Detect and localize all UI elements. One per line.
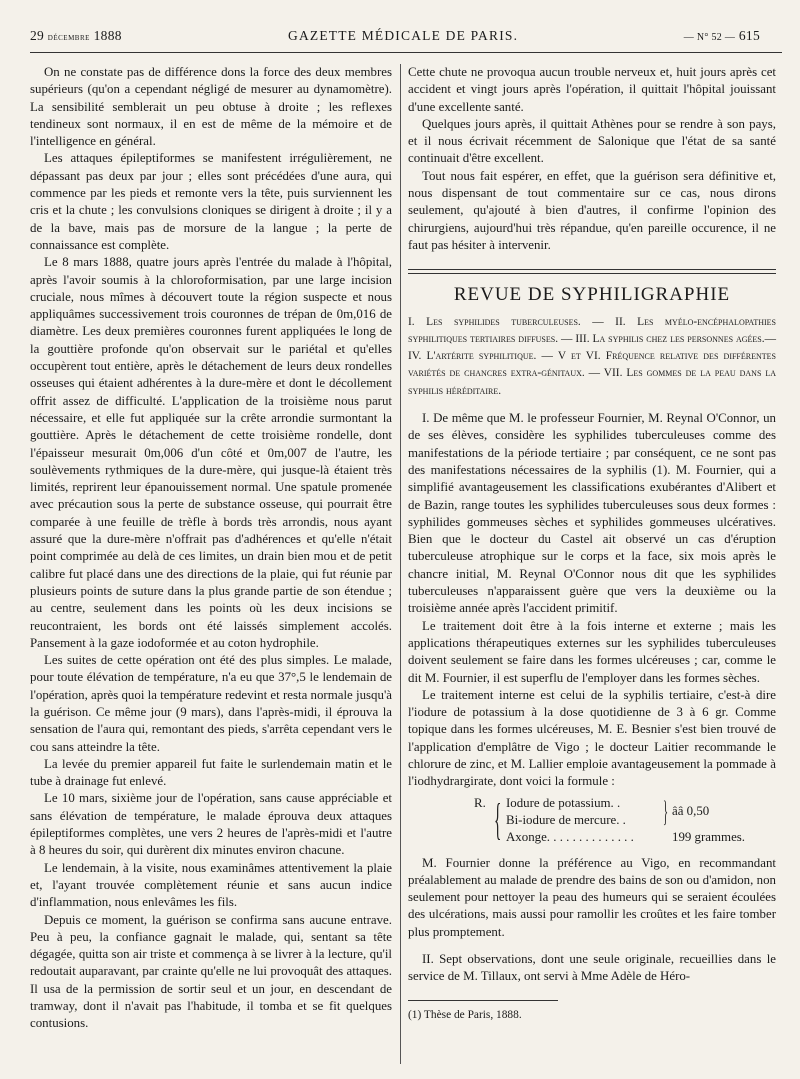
paragraph: M. Fournier donne la préférence au Vigo, en recommandant préalablement au malade de prendre des bains de son ou d'amidon, non seulement pour nettoyer la peau des humeurs qui se seraient écoulées des ulcérations, mais aussi pour ramollir les croûtes et les faire tomber plus promptement. xyxy=(408,855,776,939)
formula-line: Bi-iodure de mercure. . xyxy=(506,812,626,827)
paragraph: Le 8 mars 1888, quatre jours après l'entrée du malade à l'hôpital, après l'avoir soumis à la chloroformisation, par une large incision cruciale, nous mîmes à découvert toute la région suspecte et nous appliquâmes successivement trois couronnes de trépan de 0m,016 de diamètre. Les deux premières couronnes furent appliquées le long de la gouttière profonde qu'on observait sur le pariétal et qu'elles occupèrent tout entière, après le détachement de leurs deux rondelles osseuses qui étaient adhérentes à la dure-mère et dont le décollement offrit assez de difficulté. L'application de la troisième nous parut nécessaire, et elle fut appliquée sur la crête arrondie surmontant la gouttière. Après le détachement de cette troisième rondelle, dont l'épaisseur mesurait 0m,006 d'un côté et 0m,007 de l'autre, les soulèvements rythmiques de la dure-mère, qui jusque-là étaient très limités, reprirent leur épanouissement normal. Une spatule promenée avec précaution sous la perte de substance osseuse, qui pourrait être comparée à une feuille de trèfle à bords très arrondis, nous ayant assuré que la dure-mère n'offrait pas d'adhérences et qu'elle n'était point comprimée au delà de ces limites, un drain bien mou et de petit calibre fut placé dans une des directions de la plaie, qui fut réunie par plusieurs points de suture dans la plus grande partie de son étendue ; au centre, seulement dans les points où les deux incisions se reucontraient, les bords ont été laissés simplement accolés. Pansement à la gaze iodoformée et au coton hydrophile. xyxy=(30,255,392,650)
paragraph: Le lendemain, à la visite, nous examinâmes attentivement la plaie et, l'ayant trouvée complètement réunie et sans aucun indice d'inflammation, nous enlevâmes les fils. xyxy=(30,860,392,910)
paragraph: Le traitement doit être à la fois interne et externe ; mais les applications thérapeutiques externes sur les syphilides tuberculeuses doivent seulement se faire dans les formes ulcéreuses ; car, comme le dit M. Fournier, il est superflu de l'employer dans les formes sèches. xyxy=(408,618,776,685)
page-header xyxy=(30,24,760,48)
right-column xyxy=(408,64,776,1024)
issue-and-page xyxy=(684,28,760,44)
date-month: décembre xyxy=(47,32,90,43)
paragraph: Quelques jours après, il quittait Athènes pour se rendre à son pays, et il nous écrivait récemment de Salonique que l'état de sa santé continuait d'être excellent. xyxy=(408,116,776,166)
issue-number: — N° 52 — xyxy=(683,32,736,43)
paragraph: Les attaques épileptiformes se manifestent irrégulièrement, ne dépassant pas deux par jour ; elles sont précédées d'une aura, qui commence par les pieds et remonte vers la tête, puis surviennent les cris et la chute ; les convulsions cloniques se dirigent à droite ; il y a de la bave, mais pas de morsure de la langue ; la perte de connaissance est complète. xyxy=(30,151,392,252)
footnote: (1) Thèse de Paris, 1888. xyxy=(408,1008,522,1021)
column-divider xyxy=(400,64,401,1064)
paragraph: Cette chute ne provoqua aucun trouble nerveux et, huit jours après cet accident et vingt jours après l'opération, il quittait l'hôpital jouissant d'une excellente santé. xyxy=(408,65,776,114)
page-number: 615 xyxy=(738,28,760,43)
paragraph: On ne constate pas de différence dons la force des deux membres supérieurs (qu'on a cependant négligé de mesurer au dynamomètre). La sensibilité semblerait un peu obtuse à droite ; les reflexes tendineux sont normaux, il en est de même de la mémoire et de l'intelligence en général. xyxy=(30,65,392,149)
formula-brace: { xyxy=(494,794,502,844)
formula-recipe-mark: R. xyxy=(474,795,486,810)
paragraph: Depuis ce moment, la guérison se confirma sans aucune entrave. Peu à peu, la confiance gagnait le malade, qui, sentant sa tête dégagée, quitta son air triste et commença à se livrer à la lecture, qu'il redoutait auparavant, par crainte qu'elle ne lui provoquât des attaques. Il usa de la permission de sortir seul et un jour, en descendant de tramway, dont il n'avait pas l'habitude, il tomba et se fit quelques contusions. xyxy=(30,912,392,1031)
paragraph: I. De même que M. le professeur Fournier, M. Reynal O'Connor, un de ses élèves, considère les syphilides tuberculeuses comme des manifestations de la période tertiaire ; par conséquent, ce ne sont pas des manifestations nécessaires de la syphilis (1). M. Fournier, qui a simplifié avantageusement les classifications exubérantes d'Alibert et de Bazin, range toutes les syphilides tuberculeuses sous deux formes : syphilides gommeuses sèches et syphilides gommeuses ulcératives. Bien que le docteur du Castel ait observé un cas d'éruption tuberculeuse atrophique sur le corps et la face, six mois après le chancre initial, M. Reynal O'Connor nous dit que les syphilides tuberculeuses n'apparaissent guère que vers la deuxième ou la troisième année après l'accident primitif. xyxy=(408,411,776,616)
paragraph: Le traitement interne est celui de la syphilis tertiaire, c'est-à dire l'iodure de potassium à la dose quotidienne de 3 à 6 gr. Comme topique dans les formes ulcéreuses, M. E. Besnier s'est bien trouvé de l'application d'emplâtre de Vigo ; le docteur Laitier recommande le chlorure de zinc, et M. Lallier emploie avantageusement la pommade à l'iodhydrargirate, dont voici la formule : xyxy=(408,687,776,789)
paragraph: Tout nous fait espérer, en effet, que la guérison sera définitive et, nous dispensant de tout commentaire sur ce cas, nous dirons seulement, qu'ajouté à bien d'autres, il confirme l'opinion des chirurgiens, aujourd'hui très répandue, qu'en pareille occurence, il ne faut pas hésiter à intervenir. xyxy=(408,168,776,252)
paragraph: II. Sept observations, dont une seule originale, recueillies dans le service de M. Tillaux, ont servi à Mme Adèle de Héro- xyxy=(408,952,776,984)
paragraph: La levée du premier appareil fut faite le surlendemain matin et le tube à drainage fut enlevé. xyxy=(30,756,392,789)
issue-date xyxy=(30,28,122,44)
formula-line: Axonge. . . . . . . . . . . . . . xyxy=(506,829,634,844)
left-column xyxy=(30,64,392,1033)
header-rule xyxy=(30,52,782,53)
journal-title: GAZETTE MÉDICALE DE PARIS. xyxy=(288,28,519,43)
section-title: REVUE DE SYPHILIGRAPHIE xyxy=(453,284,731,306)
date-year: 1888 xyxy=(93,28,122,43)
paragraph: Le 10 mars, sixième jour de l'opération, sans cause appréciable et sans élévation de température, le malade éprouva deux attaques épileptiformes complètes, une vers 2 heures de l'après-midi et l'autre à 8 heures du soir, qui durèrent dix minutes environ chacune. xyxy=(30,791,392,858)
section-summary: I. Les syphilides tuberculeuses. — II. Les myélo-encéphalopathies syphilitiques tertiaires diffuses. — III. La syphilis chez les personnes agées.—IV. L'artérite syphilitique. — V et VI. Fréquence relative des différentes variétés de chancres extra-génitaux. — VII. Les gommes de la peau dans la syphilis héréditaire. xyxy=(408,315,776,397)
date-day: 29 xyxy=(30,28,45,43)
formula-brace-small: } xyxy=(663,794,669,828)
prescription-formula xyxy=(408,795,776,849)
formula-amount: ââ 0,50 xyxy=(672,803,710,818)
footnote-rule xyxy=(408,1000,558,1001)
paragraph: Les suites de cette opération ont été des plus simples. Le malade, pour toute élévation de température, n'a eu que 37°,5 le lendemain de l'opération, après quoi la température redevint et resta normale jusqu'à la guérison. Ce même jour (9 mars), dans l'après-midi, il éprouva la sensation de l'aura qui, remontant des pieds, s'arrêta cependant vers le cou sans atteindre la tête. xyxy=(30,653,392,754)
formula-line: Iodure de potassium. . xyxy=(506,795,621,810)
formula-amount: 199 grammes. xyxy=(672,829,746,844)
section-separator xyxy=(408,269,776,274)
